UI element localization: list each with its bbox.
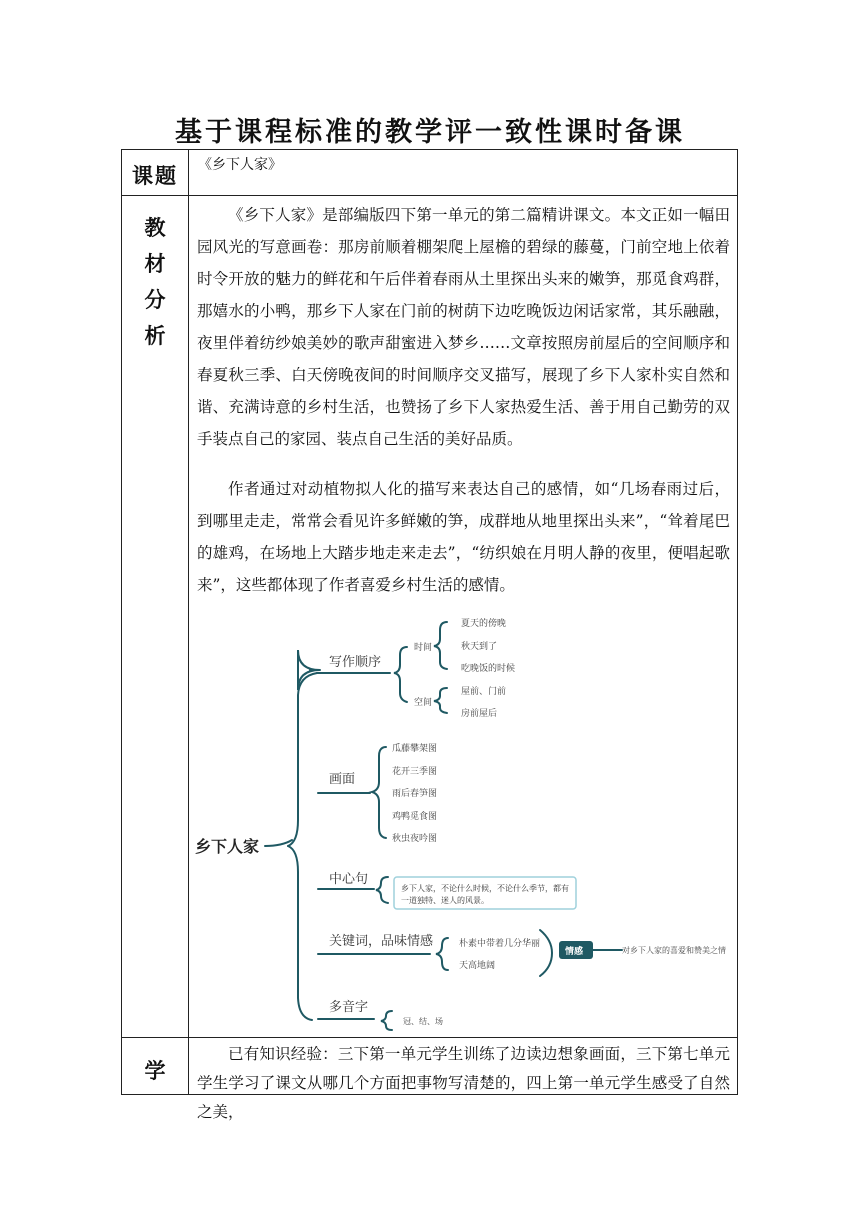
trunk-upper	[288, 673, 317, 846]
page-title: 基于课程标准的教学评一致性课时备课	[175, 117, 685, 148]
analysis-label-1: 教	[144, 216, 166, 240]
lesson-table	[121, 149, 738, 1121]
polyphone-brace	[381, 1011, 392, 1030]
pictures-brace	[372, 747, 386, 838]
keywords-label: 关键词，品味情感	[329, 934, 434, 949]
keywords-right-brace	[540, 930, 552, 976]
time-item-2: 秋天到了	[461, 642, 498, 652]
mindmap-root: 乡下人家	[195, 837, 260, 856]
analysis-label-2: 材	[144, 252, 166, 276]
mind-map	[122, 150, 737, 1037]
time-item-3: 吃晚饭的时候	[461, 664, 516, 674]
time-brace	[434, 622, 447, 669]
keyword-item-2: 天高地阔	[459, 961, 496, 971]
central-brace	[376, 877, 388, 903]
space-item-1: 屋前、门前	[461, 687, 507, 697]
topic-value: 《乡下人家》	[198, 157, 282, 173]
main-brace-trunk	[298, 690, 310, 710]
space-brace	[434, 688, 447, 713]
topic-label: 课题	[132, 164, 178, 188]
analysis-paragraph-2: 作者通过对动植物拟人化的描写来表达自己的感情，如“几场春雨过后，到哪里走走，常常会看见许多鲜嫩的笋，成群地从地里探出头来”，“耸着尾巴的雄鸡，在场地上大踏步地走来走去”，“纺织娘在月明人静的夜里，便唱起歌来”，这些都体现了作者喜爱乡村生活的感情。	[197, 480, 730, 594]
central-sentence-line1: 乡下人家，不论什么时候，不论什么季节，都有	[401, 884, 569, 893]
order-label: 写作顺序	[329, 655, 382, 670]
trunk-lower	[288, 846, 312, 1020]
polyphone-label: 多音字	[329, 1000, 369, 1015]
row-divider	[122, 1037, 737, 1038]
order-brace	[394, 647, 407, 702]
central-sentence-line2: 一道独特、迷人的风景。	[401, 896, 489, 905]
picture-item-5: 秋虫夜吟图	[392, 834, 438, 844]
time-item-1: 夏天的傍晚	[461, 619, 507, 629]
emotion-tag-label: 情感	[565, 947, 584, 957]
space-label: 空间	[414, 698, 433, 708]
polyphone-items: 冠、结、场	[403, 1017, 443, 1026]
analysis-paragraph-1: 《乡下人家》是部编版四下第一单元的第二篇精讲课文。本文正如一幅田园风光的写意画卷：那房前顺着棚架爬上屋檐的碧绿的藤蔓，门前空地上依着时令开放的魅力的鲜花和午后伴着春雨从土里探出头来的嫩笋，那觅食鸡群，那嬉水的小鸭，那乡下人家在门前的树荫下边吃晚饭边闲话家常，其乐融融，夜里伴着纺纱娘美妙的歌声甜蜜进入梦乡……文章按照房前屋后的空间顺序和春夏秋三季、白天傍晚夜间的时间顺序交叉描写，展现了乡下人家朴实自然和谐、充满诗意的乡村生活，也赞扬了乡下人家热爱生活、善于用自己勤劳的双手装点自己的家园、装点自己生活的美好品质。	[197, 206, 730, 448]
analysis-label-4: 析	[144, 324, 166, 348]
time-label: 时间	[414, 643, 433, 653]
space-item-2: 房前屋后	[461, 709, 498, 719]
learning-text: 已有知识经验：三下第一单元学生训练了边读边想象画面，三下第七单元学生学习了课文从哪几个方面把事物写清楚的，四上第一单元学生感受了自然之美，	[197, 1045, 730, 1121]
keywords-brace	[436, 938, 448, 970]
emotion-text: 对乡下人家的喜爱和赞美之情	[622, 946, 726, 955]
pictures-label: 画面	[329, 772, 356, 787]
keyword-item-1: 朴素中带着几分华丽	[459, 939, 541, 949]
analysis-label-3: 分	[144, 288, 166, 312]
learning-label: 学	[144, 1059, 166, 1083]
picture-item-1: 瓜藤攀架图	[392, 744, 438, 754]
picture-item-3: 雨后春笋图	[392, 789, 438, 799]
picture-item-2: 花开三季图	[392, 767, 438, 777]
picture-item-4: 鸡鸭觅食图	[392, 812, 438, 822]
central-label: 中心句	[329, 872, 369, 887]
